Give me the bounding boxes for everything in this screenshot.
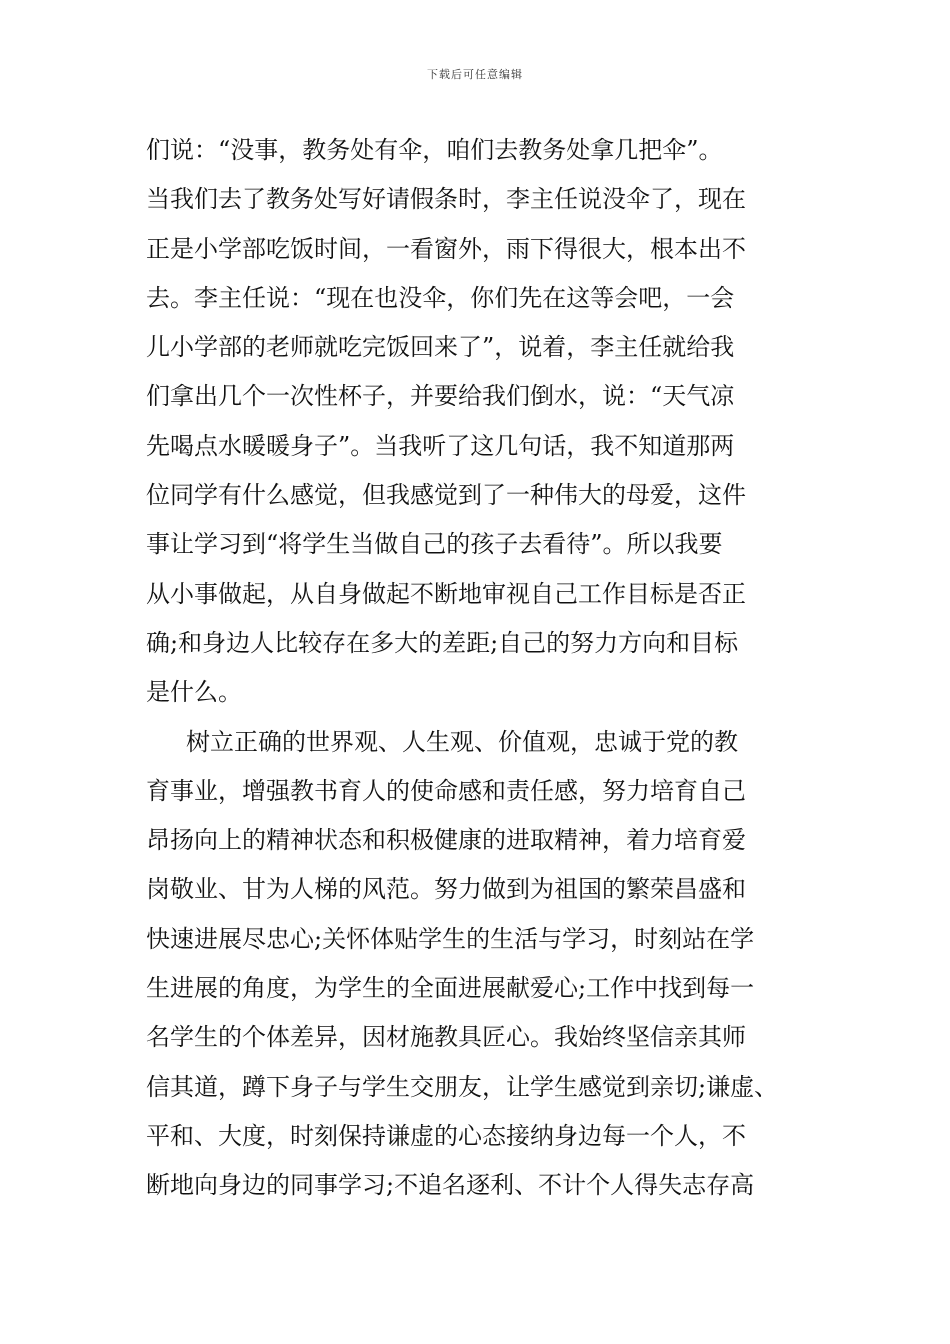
text-line: 们说：“没事，教务处有伞，咱们去教务处拿几把伞”。 — [146, 136, 723, 164]
text-line: 岗敬业、甘为人梯的风范。努力做到为祖国的繁荣昌盛和 — [146, 875, 746, 904]
text-line: 树立正确的世界观、人生观、价值观，忠诚于党的教 — [186, 727, 738, 756]
text-line: 平和、大度，时刻保持谦虚的心态接纳身边每一个人，不 — [146, 1121, 746, 1150]
document-body — [146, 126, 806, 1211]
text-line: 育事业，增强教书育人的使命感和责任感，努力培育自己 — [146, 776, 746, 805]
text-line: 先喝点水暖暖身子”。当我听了这几句话，我不知道那两 — [146, 431, 735, 460]
page-header: 下载后可任意编辑 — [427, 68, 523, 81]
text-line: 正是小学部吃饭时间，一看窗外，雨下得很大，根本出不 — [146, 234, 746, 263]
text-line: 生进展的角度，为学生的全面进展献爱心;工作中找到每一 — [146, 974, 755, 1003]
text-line: 去。李主任说：“现在也没伞，你们先在这等会吧，一会 — [146, 283, 735, 312]
text-line: 昂扬向上的精神状态和积极健康的进取精神，着力培育爱 — [146, 826, 746, 855]
text-line: 名学生的个体差异，因材施教具匠心。我始终坚信亲其师 — [146, 1023, 746, 1052]
text-line: 当我们去了教务处写好请假条时，李主任说没伞了，现在 — [146, 185, 746, 214]
text-line: 从小事做起，从自身做起不断地审视自己工作目标是否正 — [146, 579, 746, 608]
text-line: 确;和身边人比较存在多大的差距;自己的努力方向和目标 — [146, 628, 739, 657]
text-line: 事让学习到“将学生当做自己的孩子去看待”。所以我要 — [146, 530, 723, 559]
text-line: 快速进展尽忠心;关怀体贴学生的生活与学习，时刻站在学 — [146, 924, 755, 953]
text-line: 儿小学部的老师就吃完饭回来了”，说着，李主任就给我 — [146, 333, 735, 362]
text-line: 断地向身边的同事学习;不追名逐利、不计个人得失志存高 — [146, 1171, 755, 1200]
text-line: 位同学有什么感觉，但我感觉到了一种伟大的母爱，这件 — [146, 481, 746, 510]
text-line: 们拿出几个一次性杯子，并要给我们倒水，说：“天气凉 — [146, 382, 735, 411]
text-line: 信其道，蹲下身子与学生交朋友，让学生感觉到亲切;谦虚、 — [146, 1072, 779, 1101]
text-line: 是什么。 — [146, 678, 242, 707]
